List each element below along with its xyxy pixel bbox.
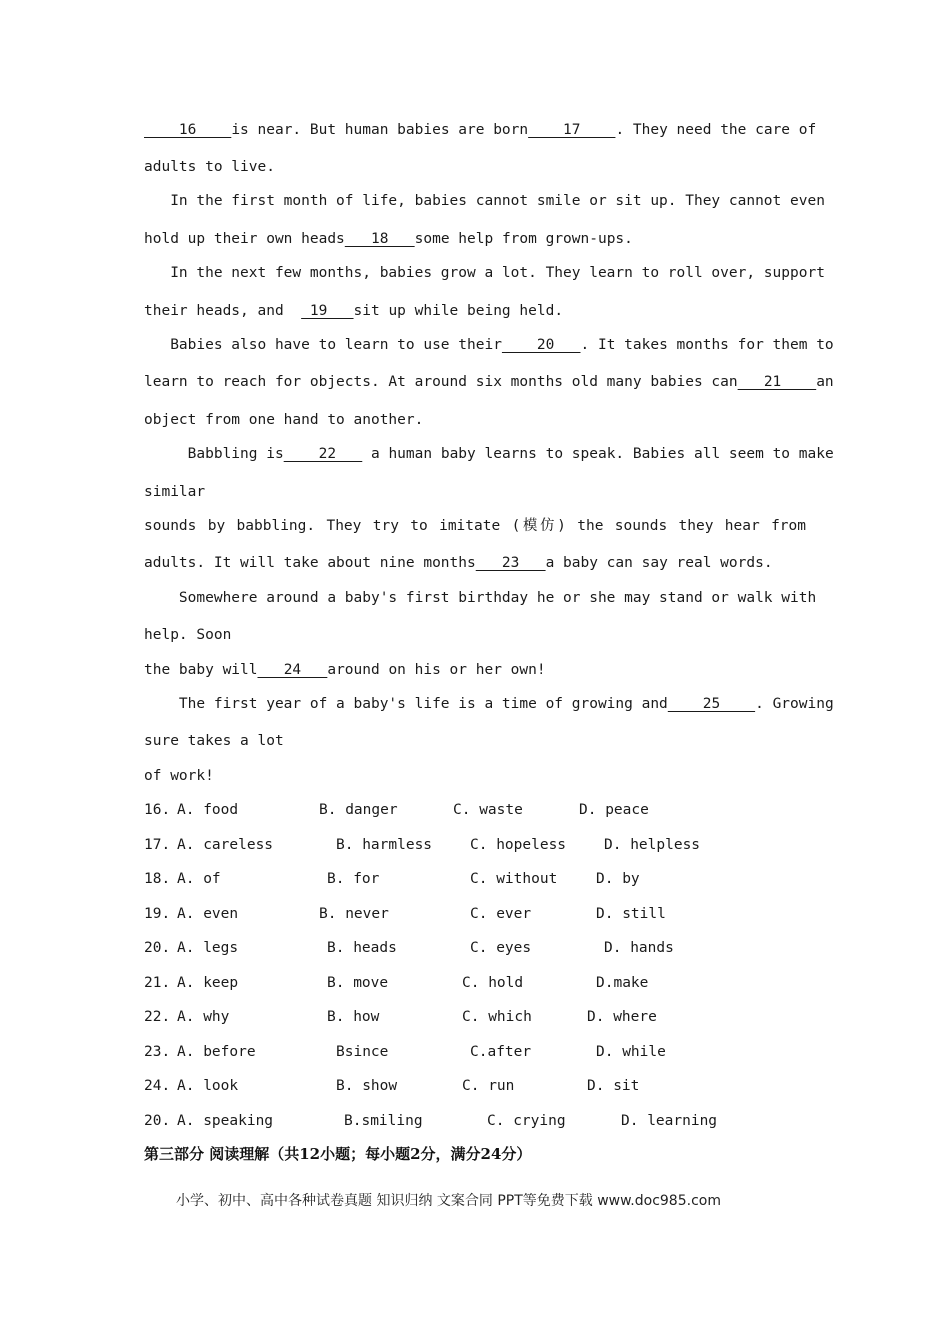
- passage-line-17: The first year of a baby's life is a time of growing and 25 . Growing: [144, 696, 834, 712]
- option-c: C. run: [462, 1078, 515, 1094]
- option-b: B. heads: [327, 940, 397, 956]
- passage-line-18: sure takes a lot: [144, 733, 284, 749]
- passage-line-16: the baby will 24 around on his or her own!: [144, 662, 546, 678]
- option-a: A. of: [177, 871, 221, 887]
- option-d: D. while: [596, 1044, 666, 1060]
- option-b: B. move: [327, 975, 389, 991]
- option-b: B. show: [336, 1078, 398, 1094]
- option-b: B. danger: [319, 802, 398, 818]
- question-number: 18.: [144, 871, 171, 887]
- passage-line-4: hold up their own heads 18 some help from grown-ups.: [144, 231, 633, 247]
- option-d: D. by: [596, 871, 640, 887]
- passage-line-12: sounds by babbling. They try to imitate (模仿) the sounds they hear from: [144, 518, 806, 534]
- question-number: 20.: [144, 1113, 171, 1129]
- option-d: D.make: [596, 975, 649, 991]
- question-number: 20.: [144, 940, 171, 956]
- passage-line-7: Babies also have to learn to use their 20 . It takes months for them to: [144, 337, 834, 353]
- option-b: B. harmless: [336, 837, 433, 853]
- passage-line-8: learn to reach for objects. At around six months old many babies can 21 an: [144, 374, 834, 390]
- option-b: B. how: [327, 1009, 380, 1025]
- option-c: C. which: [462, 1009, 532, 1025]
- question-number: 17.: [144, 837, 171, 853]
- question-number: 23.: [144, 1044, 171, 1060]
- option-a: A. keep: [177, 975, 239, 991]
- option-c: C. eyes: [470, 940, 532, 956]
- option-d: D. learning: [621, 1113, 718, 1129]
- option-a: A. legs: [177, 940, 239, 956]
- option-d: D. still: [596, 906, 666, 922]
- option-b: Bsince: [336, 1044, 389, 1060]
- passage-line-6: their heads, and 19 sit up while being held.: [144, 303, 564, 319]
- option-c: C. ever: [470, 906, 532, 922]
- question-number: 16.: [144, 802, 171, 818]
- option-a: A. even: [177, 906, 239, 922]
- question-number: 21.: [144, 975, 171, 991]
- passage-line-14: Somewhere around a baby's first birthday he or she may stand or walk with: [144, 590, 817, 606]
- question-number: 24.: [144, 1078, 171, 1094]
- passage-line-3: In the first month of life, babies cannot smile or sit up. They cannot even: [144, 193, 825, 209]
- passage-line-2: adults to live.: [144, 159, 275, 175]
- blank-16: 16: [144, 122, 232, 138]
- blank-21: 21: [737, 374, 817, 390]
- passage-line-19: of work!: [144, 768, 214, 784]
- option-b: B. for: [327, 871, 380, 887]
- option-a: A. careless: [177, 837, 274, 853]
- option-a: A. look: [177, 1078, 239, 1094]
- blank-18: 18: [344, 231, 415, 247]
- blank-24: 24: [257, 662, 328, 678]
- blank-19: 19: [301, 303, 354, 319]
- option-c: C. hopeless: [470, 837, 567, 853]
- option-d: D. helpless: [604, 837, 701, 853]
- option-d: D. where: [587, 1009, 657, 1025]
- question-number: 19.: [144, 906, 171, 922]
- passage-line-9: object from one hand to another.: [144, 412, 424, 428]
- option-c: C. crying: [487, 1113, 566, 1129]
- option-a: A. why: [177, 1009, 230, 1025]
- passage-line-11: similar: [144, 484, 206, 500]
- option-c: C.after: [470, 1044, 532, 1060]
- option-c: C. waste: [453, 802, 523, 818]
- option-a: A. food: [177, 802, 239, 818]
- question-number: 22.: [144, 1009, 171, 1025]
- passage-line-1: 16 is near. But human babies are born 17 . They need the care of: [144, 122, 817, 138]
- blank-17: 17: [528, 122, 616, 138]
- blank-23: 23: [475, 555, 546, 571]
- blank-20: 20: [501, 337, 581, 353]
- option-d: D. sit: [587, 1078, 640, 1094]
- option-b: B. never: [319, 906, 389, 922]
- option-a: A. before: [177, 1044, 256, 1060]
- option-c: C. without: [470, 871, 558, 887]
- section-heading: 第三部分 阅读理解（共12小题；每小题2分，满分24分）: [144, 1145, 532, 1163]
- blank-25: 25: [667, 696, 756, 712]
- option-d: D. hands: [604, 940, 674, 956]
- passage-line-10: Babbling is 22 a human baby learns to speak. Babies all seem to make: [144, 446, 834, 462]
- passage-line-5: In the next few months, babies grow a lot. They learn to roll over, support: [144, 265, 825, 281]
- option-b: B.smiling: [344, 1113, 423, 1129]
- footer-note: 小学、初中、高中各种试卷真题 知识归纳 文案合同 PPT等免费下载 www.doc985.com: [176, 1193, 721, 1209]
- blank-22: 22: [283, 446, 363, 462]
- option-a: A. speaking: [177, 1113, 274, 1129]
- passage-line-15: help. Soon: [144, 627, 232, 643]
- option-d: D. peace: [579, 802, 649, 818]
- passage-line-13: adults. It will take about nine months 23 a baby can say real words.: [144, 555, 773, 571]
- option-c: C. hold: [462, 975, 524, 991]
